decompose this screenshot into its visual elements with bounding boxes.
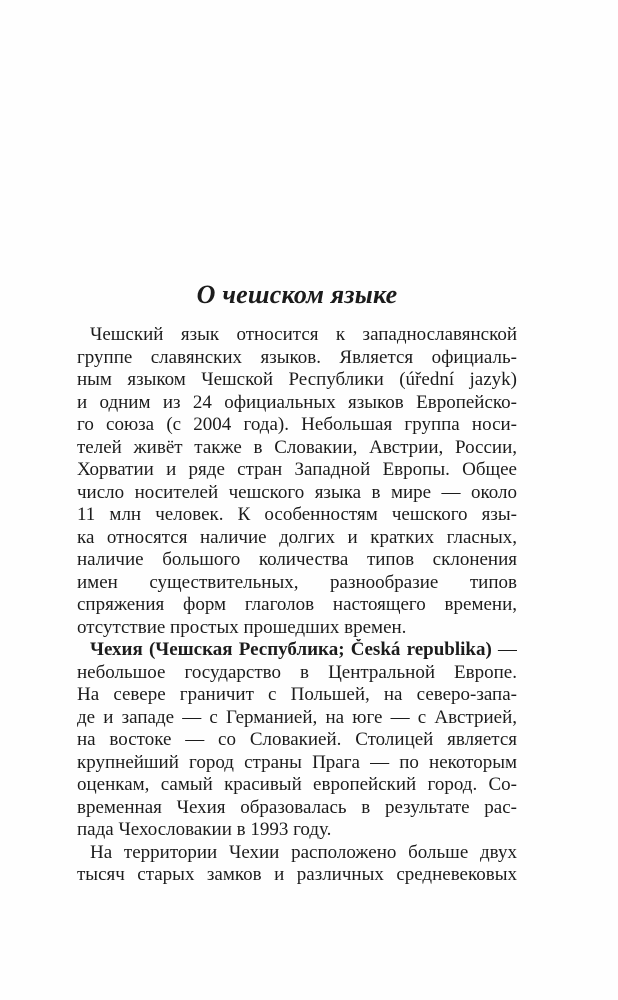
- text-block: [77, 324, 517, 887]
- page-title: О чешском языке: [196, 280, 398, 309]
- text-line: пада Чехословакии в 1993 году.: [77, 819, 332, 840]
- text-line: наличие большого количества типов склонения: [77, 549, 517, 570]
- text-line: небольшое государство в Центральной Европе.: [77, 661, 517, 683]
- bold-term: Чехия (Чешская Республика; Česká republika): [90, 639, 492, 660]
- text-line: временная Чехия образовалась в результате рас-: [77, 796, 517, 818]
- text-line: оценкам, самый красивый европейский город. Со-: [77, 774, 517, 795]
- text-line: и одним из 24 официальных языков Европейско-: [77, 391, 517, 413]
- text-line: Чехия (Чешская Республика; Česká republika) —: [90, 639, 517, 660]
- text-line: имен существительных, разнообразие типов: [77, 571, 517, 593]
- text-line: Хорватии и ряде стран Западной Европы. Общее: [77, 459, 517, 480]
- text-line: На севере граничит с Польшей, на северо-запа-: [77, 684, 517, 705]
- text-line: на востоке — со Словакией. Столицей является: [77, 729, 517, 750]
- paragraph: [77, 324, 517, 639]
- text-line: группе славянских языков. Является официаль-: [77, 346, 517, 368]
- paragraph: [77, 842, 517, 887]
- text-line: го союза (с 2004 года). Небольшая группа носи-: [77, 414, 517, 435]
- text-line: число носителей чешского языка в мире — около: [77, 481, 517, 503]
- text-line: Чешский язык относится к западнославянской: [90, 324, 517, 345]
- text-line: ным языком Чешской Республики (úřední jazyk): [77, 369, 517, 390]
- text-line: На территории Чехии расположено больше двух: [90, 841, 517, 863]
- text-line: спряжения форм глаголов настоящего времени,: [77, 594, 517, 615]
- text-line: крупнейший город страны Прага — по некоторым: [77, 751, 517, 773]
- text-line: телей живёт также в Словакии, Австрии, России,: [77, 436, 517, 458]
- text-line: тысяч старых замков и различных средневековых: [77, 864, 517, 885]
- text-line: отсутствие простых прошедших времен.: [77, 616, 407, 638]
- text-line: 11 млн человек. К особенностям чешского язы-: [77, 504, 517, 525]
- text-line: де и западе — с Германией, на юге — с Австрией,: [77, 706, 517, 728]
- text-line: ка относятся наличие долгих и кратких гласных,: [77, 526, 517, 548]
- paragraph: [77, 639, 517, 842]
